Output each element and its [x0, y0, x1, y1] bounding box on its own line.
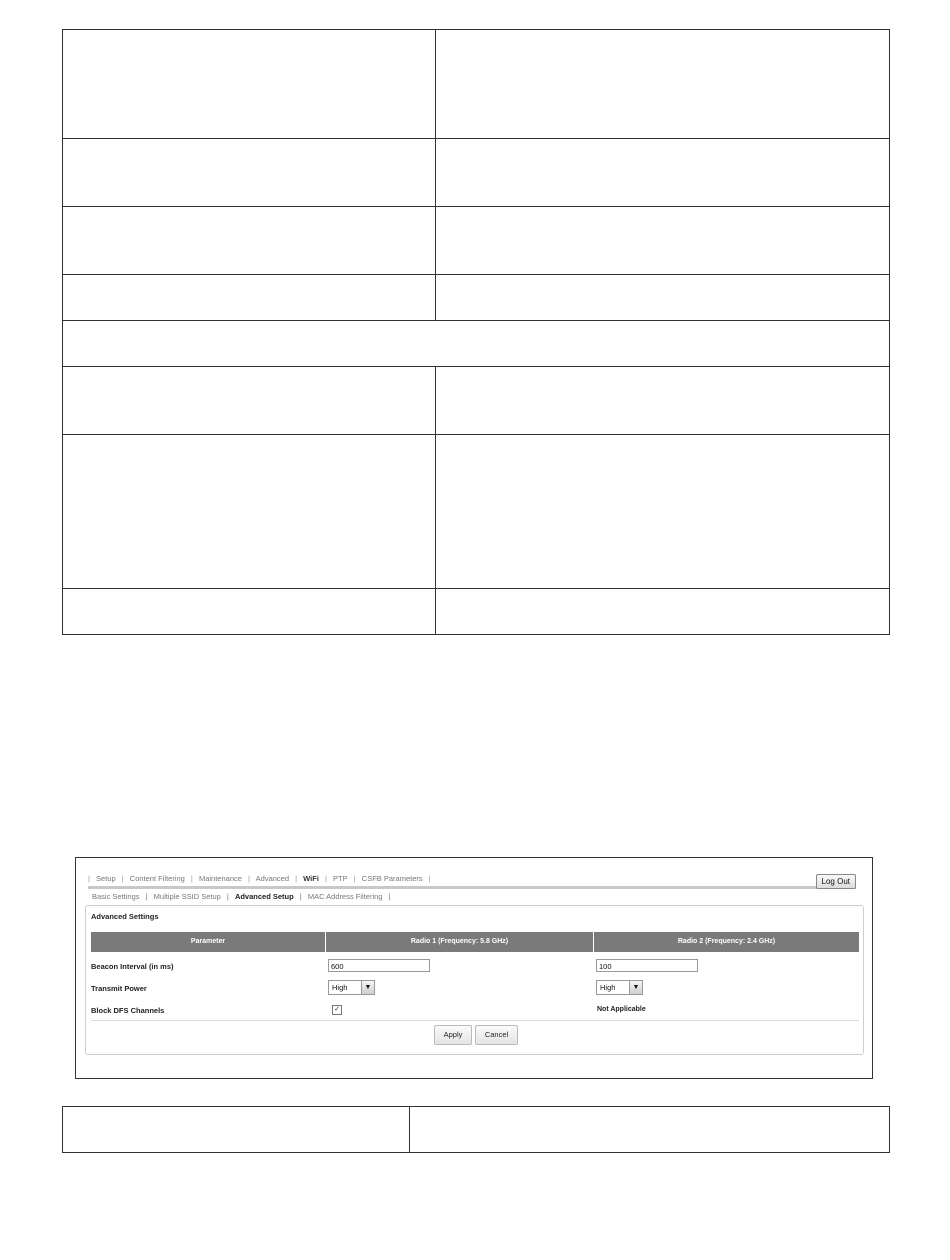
apply-button[interactable]: Apply	[434, 1025, 472, 1045]
block-dfs-channels-checkbox[interactable]	[332, 1005, 342, 1015]
checkmark-icon: ✓	[334, 1006, 340, 1013]
panel-divider	[91, 1020, 859, 1021]
logout-button[interactable]: Log Out	[816, 874, 856, 889]
table-cell	[63, 275, 436, 321]
table-cell	[436, 30, 890, 139]
table-cell	[63, 139, 436, 207]
transmit-power-radio2-select[interactable]: High ▼	[596, 980, 643, 995]
table-cell	[436, 435, 890, 589]
chevron-down-icon: ▼	[629, 981, 642, 994]
nav-content-filtering[interactable]: Content Filtering	[129, 874, 185, 883]
table-cell	[63, 30, 436, 139]
block-dfs-channels-label: Block DFS Channels	[91, 1006, 165, 1015]
table-cell-merged	[63, 321, 890, 367]
transmit-power-radio1-select[interactable]: High ▼	[328, 980, 375, 995]
table-cell	[63, 207, 436, 275]
transmit-power-label: Transmit Power	[91, 984, 147, 993]
table-cell	[436, 139, 890, 207]
top-document-table	[62, 29, 890, 635]
subnav-advanced-setup[interactable]: Advanced Setup	[234, 892, 294, 901]
table-cell	[436, 589, 890, 635]
bottom-document-table	[62, 1106, 890, 1153]
subnav-basic-settings[interactable]: Basic Settings	[92, 892, 140, 901]
table-cell	[436, 275, 890, 321]
dfs-radio2-status: Not Applicable	[597, 1006, 646, 1013]
subnav-mac-address-filtering[interactable]: MAC Address Filtering	[307, 892, 383, 901]
beacon-interval-radio2-input[interactable]: 100	[596, 959, 698, 972]
nav-setup[interactable]: Setup	[96, 874, 116, 883]
table-cell	[63, 589, 436, 635]
advanced-settings-panel	[85, 905, 864, 1055]
settings-table-header	[91, 932, 859, 952]
table-cell	[436, 367, 890, 435]
subnav-multiple-ssid-setup[interactable]: Multiple SSID Setup	[153, 892, 221, 901]
nav-wifi[interactable]: WiFi	[303, 874, 319, 883]
nav-advanced[interactable]: Advanced	[255, 874, 289, 883]
top-navigation: | Setup | Content Filtering | Maintenance | Advanced | WiFi | PTP | CSFB Parameters |	[88, 874, 856, 889]
router-ui-screenshot	[75, 857, 873, 1079]
chevron-down-icon: ▼	[361, 981, 374, 994]
header-parameter: Parameter	[91, 932, 326, 952]
nav-maintenance[interactable]: Maintenance	[198, 874, 242, 883]
sub-navigation: Basic Settings | Multiple SSID Setup | Advanced Setup | MAC Address Filtering |	[92, 892, 391, 901]
table-cell	[436, 207, 890, 275]
nav-csfb-parameters[interactable]: CSFB Parameters	[361, 874, 423, 883]
nav-ptp[interactable]: PTP	[333, 874, 348, 883]
table-cell	[63, 367, 436, 435]
cancel-button[interactable]: Cancel	[475, 1025, 518, 1045]
beacon-interval-label: Beacon Interval (in ms)	[91, 962, 174, 971]
header-radio-2: Radio 2 (Frequency: 2.4 GHz)	[677, 938, 776, 945]
table-cell	[63, 1107, 410, 1153]
table-cell	[63, 435, 436, 589]
table-cell	[410, 1107, 890, 1153]
beacon-interval-radio1-input[interactable]: 600	[328, 959, 430, 972]
header-radio-1: Radio 1 (Frequency: 5.8 GHz)	[326, 932, 594, 952]
panel-title: Advanced Settings	[91, 912, 159, 921]
